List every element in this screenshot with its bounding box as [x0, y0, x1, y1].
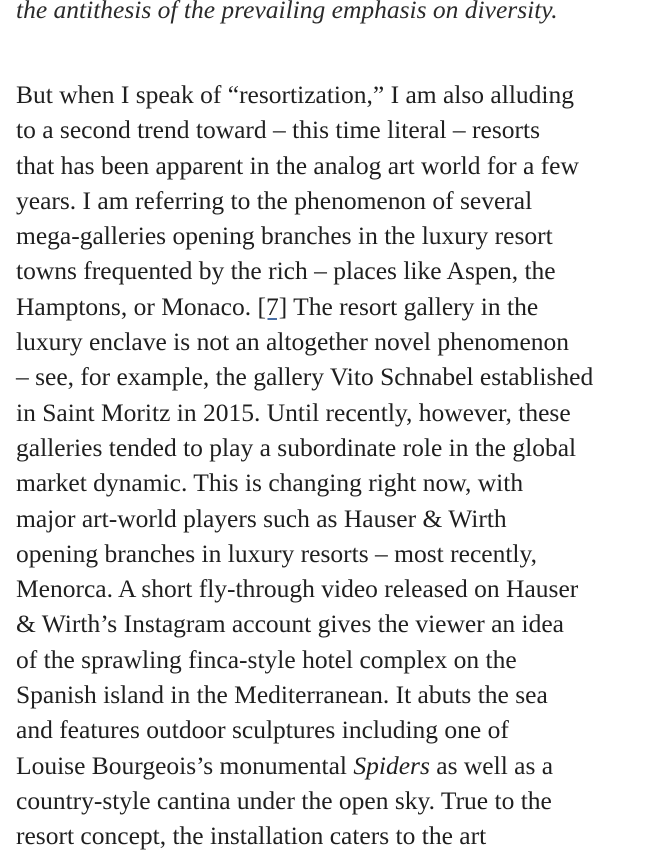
artwork-title: Spiders	[353, 750, 430, 780]
text-line: of the sprawling finca-style hotel complex on the	[16, 644, 517, 674]
text-line: & Wirth’s Instagram account gives the viewer an idea	[16, 609, 564, 639]
text-line: that has been apparent in the analog art world for a few	[16, 150, 579, 180]
text-line: mega-galleries opening branches in the luxury resort	[16, 221, 553, 251]
text-line: Menorca. A short fly-through video released on Hauser	[16, 574, 579, 604]
text-line: years. I am referring to the phenomenon of several	[16, 185, 533, 215]
text-line: – see, for example, the gallery Vito Schnabel established	[16, 362, 594, 392]
text-line: opening branches in luxury resorts – most recently,	[16, 538, 537, 568]
text-line	[16, 289, 656, 324]
text-segment: Louise Bourgeois’s monumental	[16, 750, 354, 780]
footnote-link-7[interactable]: [7]	[257, 291, 288, 321]
text-line: and features outdoor sculptures including one of	[16, 715, 509, 745]
text-line: luxury enclave is not an altogether novel phenomenon	[16, 327, 570, 357]
text-line: country-style cantina under the open sky. True to the	[16, 785, 552, 815]
text-segment: Hamptons, or Monaco.	[16, 291, 258, 321]
text-line-cut: resort concept, the installation caters to the art	[16, 821, 487, 851]
text-line: in Saint Moritz in 2015. Until recently, however, these	[16, 397, 571, 427]
text-line: major art-world players such as Hauser & Wirth	[16, 503, 507, 533]
text-segment: as well as a	[429, 750, 554, 780]
text-line	[16, 748, 656, 783]
text-line: galleries tended to play a subordinate role in the global	[16, 432, 577, 462]
article-paragraph	[16, 77, 656, 854]
text-line: to a second trend toward – this time literal – resorts	[16, 115, 541, 145]
text-line: market dynamic. This is changing right now, with	[16, 468, 524, 498]
text-line: But when I speak of “resortization,” I am also alluding	[16, 80, 574, 109]
text-line: Spanish island in the Mediterranean. It abuts the sea	[16, 680, 548, 710]
text-line: towns frequented by the rich – places like Aspen, the	[16, 256, 556, 286]
text-segment: The resort gallery in the	[287, 291, 539, 321]
quote-tail: the antithesis of the prevailing emphasis on diversity.	[16, 0, 558, 24]
